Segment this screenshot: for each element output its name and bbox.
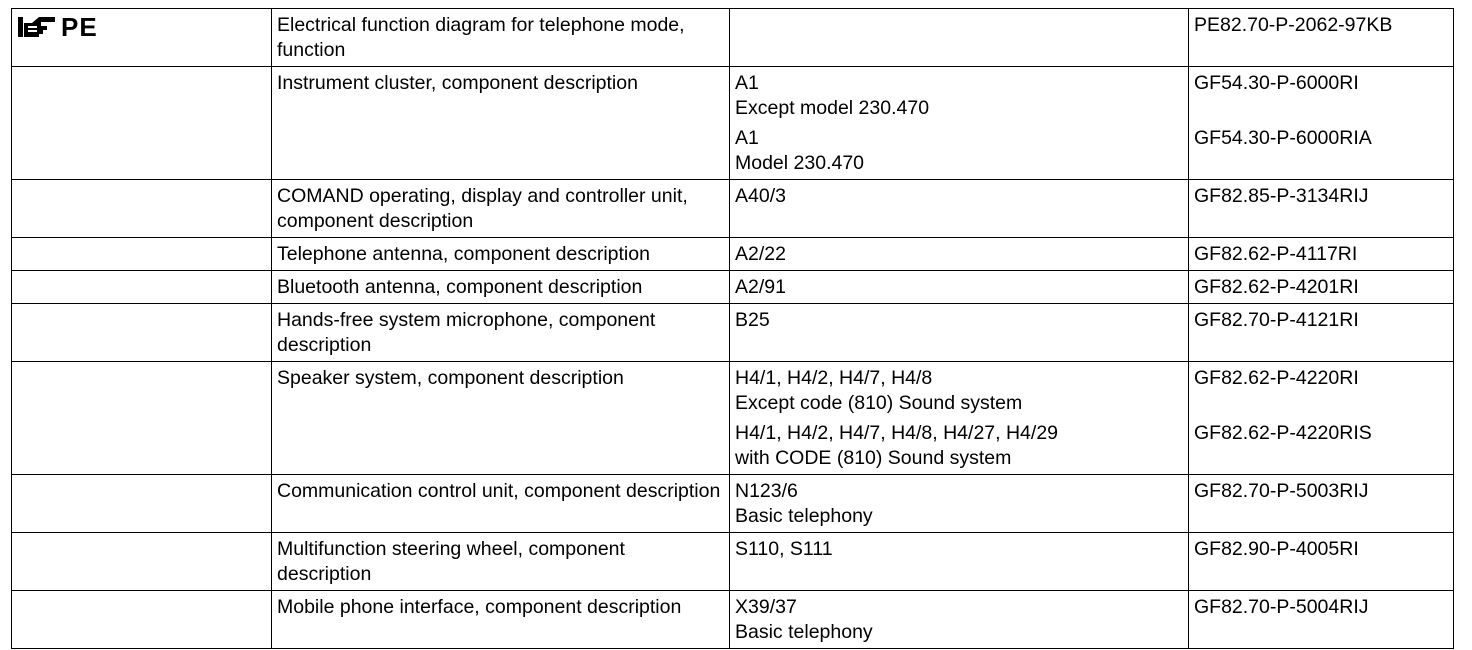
- reference-code: GF54.30-P-6000RIA: [1194, 127, 1372, 149]
- pe-marker: [17, 13, 98, 41]
- pe-label: PE: [61, 12, 98, 42]
- component-entry: [735, 366, 1182, 416]
- component-note: Basic telephony: [735, 505, 873, 527]
- reference-code: GF82.62-P-4220RI: [1194, 367, 1359, 389]
- reference-cell: [1189, 180, 1454, 238]
- component-cell: [730, 533, 1189, 591]
- description-cell: [272, 304, 730, 362]
- description-text: Electrical function diagram for telephone mode, function: [277, 14, 685, 61]
- description-cell: [272, 475, 730, 533]
- category-cell: [12, 475, 272, 533]
- description-text: Hands-free system microphone, component description: [277, 309, 656, 356]
- component-cell: [730, 362, 1189, 475]
- component-entry: [735, 537, 1182, 562]
- reference-cell: [1189, 304, 1454, 362]
- reference-table-body: [12, 9, 1454, 649]
- reference-entry: [1194, 275, 1447, 300]
- table-row: [12, 238, 1454, 271]
- table-row: [12, 271, 1454, 304]
- component-entry: [735, 275, 1182, 300]
- description-cell: [272, 362, 730, 475]
- reference-entry: [1194, 537, 1447, 562]
- reference-code: GF54.30-P-6000RI: [1194, 72, 1359, 94]
- reference-code: GF82.62-P-4201RI: [1194, 276, 1359, 298]
- component-cell: [730, 475, 1189, 533]
- reference-spacer: [1194, 504, 1447, 529]
- component-entry: [735, 71, 1182, 121]
- reference-cell: [1189, 591, 1454, 649]
- component-code: A40/3: [735, 185, 786, 207]
- description-text: COMAND operating, display and controller unit, component description: [277, 185, 688, 232]
- reference-code: GF82.70-P-4121RI: [1194, 309, 1359, 331]
- description-cell: [272, 238, 730, 271]
- component-code: A1: [735, 127, 759, 149]
- component-cell: [730, 9, 1189, 67]
- reference-cell: [1189, 9, 1454, 67]
- description-text: Communication control unit, component description: [277, 480, 721, 502]
- reference-spacer: [1194, 151, 1447, 176]
- component-note: Except model 230.470: [735, 97, 930, 119]
- reference-entry: [1194, 184, 1447, 209]
- table-row: [12, 591, 1454, 649]
- component-cell: [730, 238, 1189, 271]
- category-cell: [12, 271, 272, 304]
- description-cell: [272, 533, 730, 591]
- pointing-hand-icon: [17, 15, 57, 39]
- description-text: Multifunction steering wheel, component description: [277, 538, 625, 585]
- component-note: Except code (810) Sound system: [735, 392, 1023, 414]
- category-cell: [12, 591, 272, 649]
- category-cell: [12, 180, 272, 238]
- reference-spacer: [1194, 446, 1447, 471]
- component-entry: [735, 308, 1182, 333]
- category-cell: [12, 238, 272, 271]
- reference-cell: [1189, 271, 1454, 304]
- reference-entry: [1194, 71, 1447, 121]
- reference-entry: [1194, 242, 1447, 267]
- table-row: [12, 533, 1454, 591]
- reference-spacer: [1194, 391, 1447, 416]
- reference-entry: [1194, 308, 1447, 333]
- reference-entry: [1194, 595, 1447, 645]
- component-entry: [735, 421, 1182, 471]
- category-cell: [12, 67, 272, 180]
- reference-code: GF82.90-P-4005RI: [1194, 538, 1359, 560]
- description-text: Telephone antenna, component description: [277, 243, 650, 265]
- reference-code: GF82.62-P-4117RI: [1194, 243, 1358, 265]
- category-cell: [12, 362, 272, 475]
- reference-spacer: [1194, 620, 1447, 645]
- reference-code: GF82.85-P-3134RIJ: [1194, 185, 1369, 207]
- reference-spacer: [1194, 96, 1447, 121]
- component-code: A1: [735, 72, 759, 94]
- component-entry: [735, 595, 1182, 645]
- category-cell: [12, 9, 272, 67]
- category-cell: [12, 304, 272, 362]
- description-cell: [272, 67, 730, 180]
- component-code: H4/1, H4/2, H4/7, H4/8, H4/27, H4/29: [735, 422, 1059, 444]
- table-row: [12, 67, 1454, 180]
- description-cell: [272, 271, 730, 304]
- component-note: with CODE (810) Sound system: [735, 447, 1012, 469]
- component-entry: [735, 126, 1182, 176]
- description-cell: [272, 591, 730, 649]
- component-entry: [735, 242, 1182, 267]
- reference-cell: [1189, 67, 1454, 180]
- reference-code: GF82.70-P-5004RIJ: [1194, 596, 1369, 618]
- component-code: N123/6: [735, 480, 798, 502]
- table-row: [12, 9, 1454, 67]
- component-cell: [730, 271, 1189, 304]
- table-row: [12, 362, 1454, 475]
- component-entry: [735, 479, 1182, 529]
- description-text: Bluetooth antenna, component description: [277, 276, 643, 298]
- table-row: [12, 475, 1454, 533]
- component-entry: [735, 184, 1182, 209]
- reference-entry: [1194, 366, 1447, 416]
- component-code: S110, S111: [735, 538, 833, 560]
- component-note: Basic telephony: [735, 621, 873, 643]
- component-cell: [730, 67, 1189, 180]
- reference-cell: [1189, 475, 1454, 533]
- reference-cell: [1189, 238, 1454, 271]
- component-cell: [730, 304, 1189, 362]
- component-code: A2/22: [735, 243, 786, 265]
- reference-table: [11, 8, 1454, 649]
- reference-cell: [1189, 533, 1454, 591]
- reference-code: GF82.62-P-4220RIS: [1194, 422, 1372, 444]
- description-cell: [272, 9, 730, 67]
- component-code: B25: [735, 309, 770, 331]
- component-cell: [730, 180, 1189, 238]
- component-cell: [730, 591, 1189, 649]
- reference-entry: [1194, 421, 1447, 471]
- description-text: Instrument cluster, component description: [277, 72, 638, 94]
- description-text: Mobile phone interface, component description: [277, 596, 682, 618]
- reference-entry: [1194, 126, 1447, 176]
- reference-code: GF82.70-P-5003RIJ: [1194, 480, 1369, 502]
- component-note: Model 230.470: [735, 152, 865, 174]
- table-row: [12, 180, 1454, 238]
- component-code: H4/1, H4/2, H4/7, H4/8: [735, 367, 933, 389]
- component-code: A2/91: [735, 276, 786, 298]
- reference-entry: [1194, 479, 1447, 529]
- category-cell: [12, 533, 272, 591]
- description-cell: [272, 180, 730, 238]
- reference-cell: [1189, 362, 1454, 475]
- description-text: Speaker system, component description: [277, 367, 624, 389]
- reference-code: PE82.70-P-2062-97KB: [1194, 14, 1393, 36]
- component-code: X39/37: [735, 596, 797, 618]
- table-row: [12, 304, 1454, 362]
